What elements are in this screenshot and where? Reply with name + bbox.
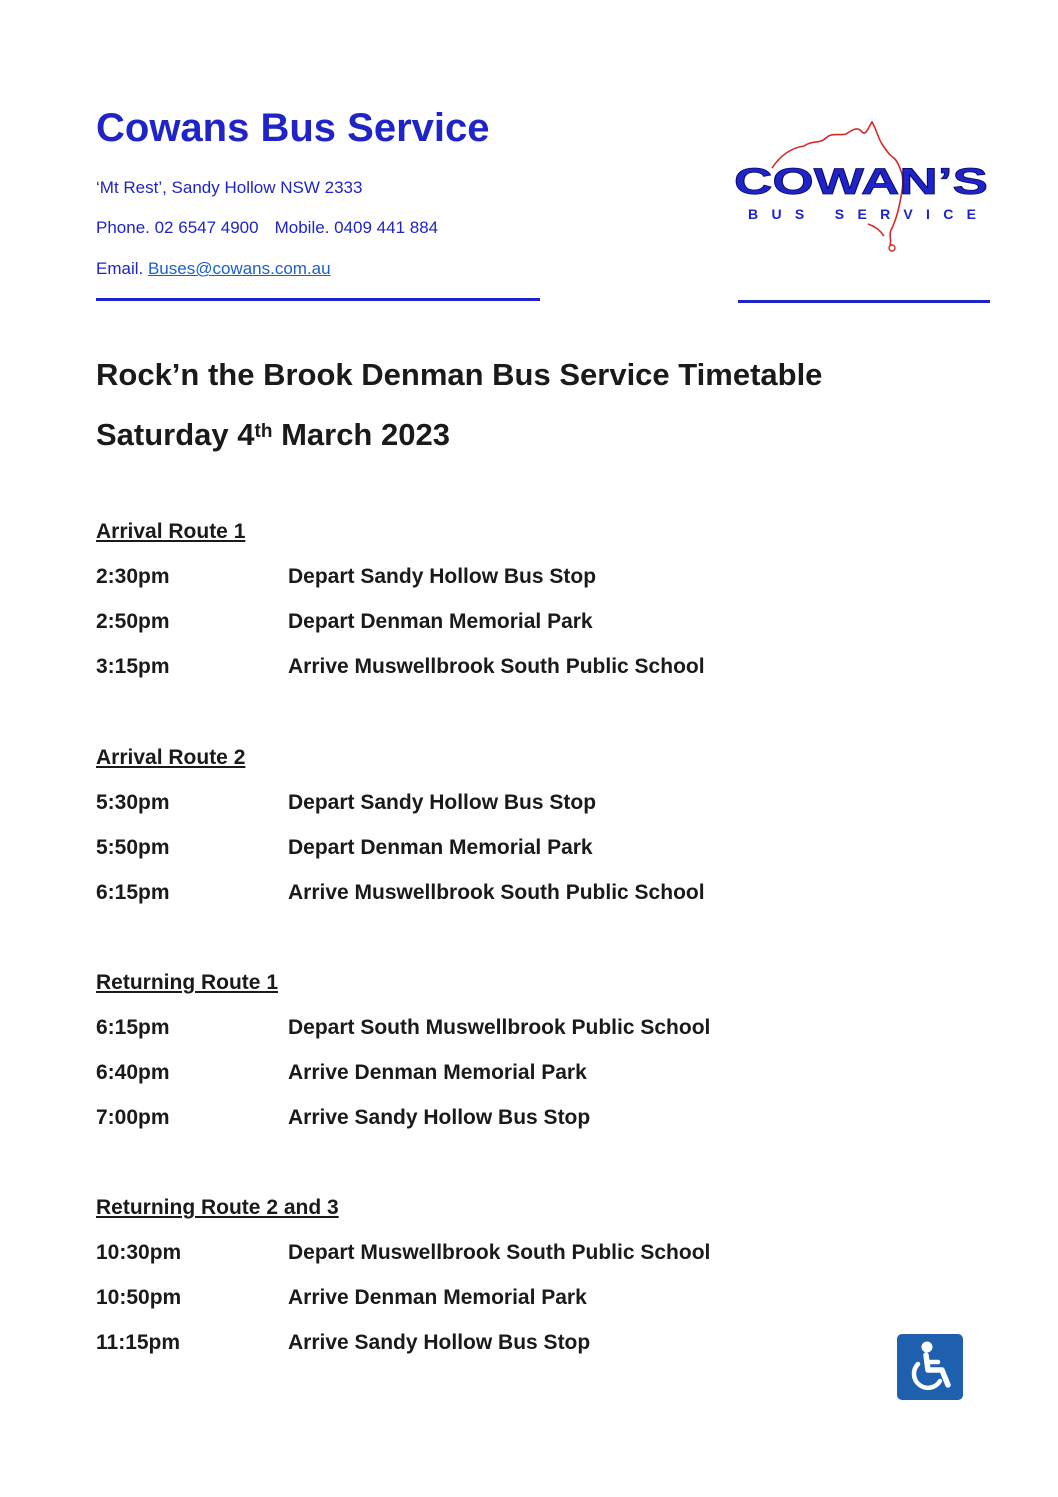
event-date <box>96 416 450 454</box>
stop-description: Arrive Sandy Hollow Bus Stop <box>288 1331 591 1354</box>
route-heading: Returning Route 2 and 3 <box>96 1196 339 1219</box>
stop-description: Depart Denman Memorial Park <box>288 610 593 633</box>
stop-time: 2:30pm <box>96 565 170 588</box>
stop-description: Depart Sandy Hollow Bus Stop <box>288 791 597 814</box>
mobile-number: Mobile. 0409 441 884 <box>274 218 439 237</box>
company-name: Cowans Bus Service <box>96 106 490 150</box>
stop-description: Depart Sandy Hollow Bus Stop <box>288 565 597 588</box>
stop-description: Arrive Denman Memorial Park <box>288 1061 587 1084</box>
company-logo <box>732 118 992 254</box>
timetable-row <box>96 1330 956 1375</box>
contact-email-line <box>96 259 331 279</box>
event-date-rest: March 2023 <box>272 417 450 452</box>
stop-description: Depart South Muswellbrook Public School <box>288 1016 711 1039</box>
stop-description: Arrive Sandy Hollow Bus Stop <box>288 1106 591 1129</box>
timetable-title: Rock’n the Brook Denman Bus Service Timetable <box>96 357 823 392</box>
stop-description: Arrive Muswellbrook South Public School <box>288 655 705 678</box>
stop-time: 7:00pm <box>96 1106 170 1129</box>
timetable-row <box>96 654 956 699</box>
wheelchair-accessible-icon <box>897 1334 963 1400</box>
stop-time: 5:50pm <box>96 836 170 859</box>
stop-time: 10:50pm <box>96 1286 182 1309</box>
contact-phone-line <box>96 218 438 238</box>
stop-time: 6:40pm <box>96 1061 170 1084</box>
route-heading: Arrival Route 1 <box>96 520 246 543</box>
route-heading: Returning Route 1 <box>96 971 278 994</box>
timetable-row <box>96 609 956 654</box>
phone-number: Phone. 02 6547 4900 <box>96 218 259 237</box>
stop-description: Depart Muswellbrook South Public School <box>288 1241 711 1264</box>
route-section-returning-1 <box>96 970 956 1150</box>
timetable-row <box>96 1285 956 1330</box>
email-label: Email. <box>96 259 144 278</box>
stop-time: 5:30pm <box>96 791 170 814</box>
timetable-row <box>96 564 956 609</box>
stop-time: 6:15pm <box>96 1016 170 1039</box>
timetable-row <box>96 1015 956 1060</box>
timetable-row <box>96 1105 956 1150</box>
logo-subtitle: BUS SERVICE <box>748 206 976 222</box>
route-section-arrival-2 <box>96 745 956 925</box>
stop-description: Depart Denman Memorial Park <box>288 836 593 859</box>
route-heading: Arrival Route 2 <box>96 746 246 769</box>
stop-time: 6:15pm <box>96 881 170 904</box>
cowans-logo-graphic <box>732 118 992 254</box>
event-date-day: Saturday 4 <box>96 417 255 452</box>
timetable-row <box>96 790 956 835</box>
stop-time: 10:30pm <box>96 1241 182 1264</box>
event-date-ordinal: th <box>254 421 273 442</box>
header-divider-right <box>738 300 990 303</box>
company-address: ‘Mt Rest’, Sandy Hollow NSW 2333 <box>96 178 363 197</box>
stop-description: Arrive Muswellbrook South Public School <box>288 881 705 904</box>
wheelchair-glyph <box>897 1334 963 1400</box>
stop-description: Arrive Denman Memorial Park <box>288 1286 587 1309</box>
stop-time: 3:15pm <box>96 655 170 678</box>
timetable-row <box>96 880 956 925</box>
route-section-returning-2-3 <box>96 1195 956 1375</box>
header-divider-left <box>96 298 540 301</box>
stop-time: 11:15pm <box>96 1331 181 1354</box>
timetable-row <box>96 1240 956 1285</box>
timetable-row <box>96 835 956 880</box>
email-link[interactable]: Buses@cowans.com.au <box>147 259 331 278</box>
stop-time: 2:50pm <box>96 610 170 633</box>
logo-wordmark: COWAN’S <box>734 161 988 202</box>
timetable-row <box>96 1060 956 1105</box>
route-section-arrival-1 <box>96 519 956 699</box>
